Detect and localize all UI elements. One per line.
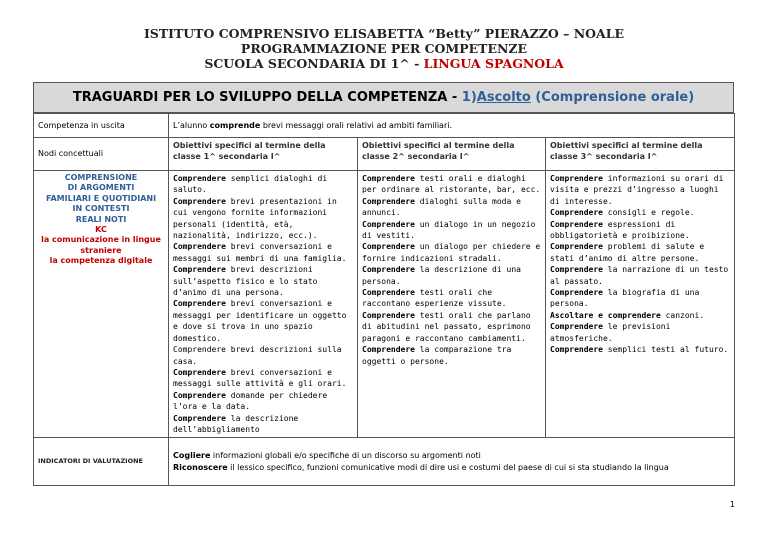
objective-text: informazioni su orari di visita e prezzi d’ingresso a luoghi di interesse. (550, 174, 724, 206)
objective-item (550, 220, 690, 240)
objective-text: brevi conversazioni e messaggi per identificare un oggetto e dove si trova in uno spazio domestico. (173, 299, 347, 343)
objective-item (173, 197, 337, 240)
banner-sub: (Comprensione orale) (530, 90, 695, 105)
objective-text: la descrizione dell’abbigliamento (173, 413, 299, 434)
competenza-label: Competenza in uscita (34, 114, 169, 138)
subject: LINGUA SPAGNOLA (423, 56, 564, 71)
objective-text: problemi di salute e stati d’animo di altre persone. (550, 242, 705, 263)
objective-verb: Comprendere (173, 390, 226, 400)
objective-item (362, 242, 540, 262)
objective-verb: Comprendere (362, 174, 415, 183)
objective-verb: Comprendere (173, 196, 226, 206)
objective-item (173, 414, 298, 434)
objective-item (550, 322, 670, 342)
objective-verb: Comprendere (550, 345, 603, 355)
nodi-label: Nodi concettuali (34, 138, 169, 171)
node-line: DI ARGOMENTI (67, 183, 135, 193)
objective-verb: Comprendere (362, 310, 415, 320)
indicatore-1-text: informazioni globali e/o specifiche di un discorso su argomenti noti (210, 451, 481, 461)
objective-text: un dialogo per chiedere e fornire indicazioni stradali. (362, 242, 541, 263)
objective-item (173, 174, 327, 194)
node-kc-digitale: la competenza digitale (49, 256, 153, 266)
objective-item (362, 288, 507, 308)
col1-cell (169, 171, 358, 438)
objective-text: espressioni di obbligatorietà e proibizione. (550, 219, 690, 241)
objective-item (362, 220, 535, 240)
objective-item (362, 311, 531, 343)
node-line: COMPRENSIONE (64, 173, 138, 182)
objective-item (173, 368, 346, 388)
objective-item (550, 265, 728, 285)
banner-ascolto: Ascolto (476, 90, 531, 105)
objective-text: domande per chiedere l’ora e la data. (173, 390, 328, 412)
objective-text: la biografia di una persona. (550, 288, 700, 309)
objective-verb: Comprendere (550, 242, 603, 252)
objective-item (173, 345, 342, 365)
objective-verb: Comprendere (362, 242, 415, 252)
objective-verb: Comprendere (550, 265, 603, 275)
col1-header: Obiettivi specifici al termine della classe 1^ secondaria I^ (169, 138, 358, 171)
indicatore-2-text: il lessico specifico, funzioni comunicative modi di dire usi e costumi del paese di cui si sta studiando la lingua (227, 462, 669, 472)
competenza-pre: L’alunno (173, 120, 210, 130)
objective-item (173, 242, 346, 262)
objective-verb: Comprendere (173, 367, 226, 377)
objective-verb: Comprendere (550, 288, 603, 298)
objective-item (362, 174, 540, 194)
objective-item (550, 208, 695, 217)
col2-cell (358, 171, 546, 438)
competenza-row (34, 114, 735, 138)
objective-verb: Comprendere (362, 265, 415, 275)
objective-item (550, 242, 704, 262)
objective-verb: Ascoltare e comprendere (550, 310, 661, 320)
objective-item (362, 345, 511, 365)
banner-number: 1) (461, 90, 477, 105)
objective-text: canzoni. (660, 310, 705, 320)
objective-item (173, 391, 327, 411)
objective-item (173, 265, 318, 297)
objective-verb: Comprendere (362, 196, 415, 206)
objective-item (550, 288, 699, 308)
objective-item (550, 345, 728, 354)
objective-text: testi orali che parlano di abitudini nel passato, esprimono paragoni e raccontano cambiamenti. (362, 310, 531, 343)
node-kc-lingue: la comunicazione in lingue straniere (41, 235, 161, 255)
objective-text: la descrizione di una persona. (362, 265, 521, 286)
objective-text: brevi conversazioni e messaggi sui membri di una famiglia. (173, 242, 347, 263)
node-line: IN CONTESTI (72, 204, 130, 214)
objective-verb: Comprendere (173, 413, 226, 423)
objective-text: le previsioni atmosferiche. (550, 322, 671, 343)
objective-verb: Comprendere (173, 299, 226, 309)
section-banner (33, 82, 734, 113)
objective-verb: Comprendere (550, 174, 603, 183)
objective-item (550, 311, 704, 320)
col2-header: Obiettivi specifici al termine della classe 2^ secondaria I^ (358, 138, 546, 171)
competence-table (33, 113, 735, 486)
node-line: FAMILIARI E QUOTIDIANI (45, 193, 157, 203)
objective-text: la comparazione tra oggetti o persone. (362, 345, 512, 366)
objective-text: brevi presentazioni in cui vengono fornite informazioni personali (identità, età, nazionalità, indirizzo, ecc.). (173, 196, 337, 241)
objective-item (362, 197, 521, 217)
indicatore-1 (173, 450, 730, 461)
competenza-text (169, 114, 735, 138)
node-kc: KC (95, 225, 107, 235)
col3-header: Obiettivi specifici al termine della classe 3^ secondaria I^ (546, 138, 735, 171)
nodes-cell (34, 171, 169, 438)
indicatore-2-verb: Riconoscere (173, 462, 228, 472)
document-header (0, 26, 768, 71)
objective-verb: Comprendere (362, 219, 415, 229)
school-level: SCUOLA SECONDARIA DI 1^ - (204, 56, 424, 71)
content-row (34, 171, 735, 438)
objective-verb: Comprendere (362, 288, 415, 298)
objective-text: Comprendere brevi descrizioni sulla casa. (173, 345, 342, 366)
objective-text: la narrazione di un testo al passato. (550, 265, 729, 286)
objective-text: un dialogo in un negozio di vestiti. (362, 219, 536, 241)
objective-item (362, 265, 521, 285)
objective-text: semplici testi al futuro. (602, 345, 729, 355)
objective-text: brevi conversazioni e messaggi sulle attività e gli orari. (173, 367, 347, 389)
objective-verb: Comprendere (173, 265, 226, 275)
nodi-row (34, 138, 735, 171)
indicatori-row (34, 438, 735, 486)
objective-text: testi orali e dialoghi per ordinare al ristorante, bar, ecc. (362, 174, 541, 195)
node-line: REALI NOTI (75, 214, 127, 224)
indicatori-text (169, 438, 735, 486)
competenza-verb: comprende (209, 120, 261, 130)
objective-verb: Comprendere (550, 208, 603, 218)
school-name: ISTITUTO COMPRENSIVO ELISABETTA “Betty” PIERAZZO – NOALE (143, 26, 625, 41)
objective-item (550, 174, 723, 206)
banner-title: TRAGUARDI PER LO SVILUPPO DELLA COMPETENZA - (72, 90, 462, 105)
indicatore-1-verb: Cogliere (173, 451, 211, 461)
objective-verb: Comprendere (550, 219, 603, 229)
competenza-post: brevi messaggi orali relativi ad ambiti familiari. (260, 120, 452, 130)
indicatore-2 (173, 462, 730, 473)
objective-item (173, 299, 346, 342)
objective-verb: Comprendere (173, 174, 226, 183)
objective-text: testi orali che raccontano esperienze vissute. (362, 288, 507, 309)
indicatori-label: INDICATORI DI VALUTAZIONE (34, 438, 169, 486)
objective-verb: Comprendere (173, 242, 226, 252)
objective-text: dialoghi sulla moda e annunci. (362, 196, 521, 218)
school-level-line (0, 56, 768, 71)
objective-text: semplici dialoghi di saluto. (173, 174, 328, 195)
col3-cell (546, 171, 735, 438)
objective-text: brevi descrizioni sull’aspetto fisico e lo stato d’animo di una persona. (173, 265, 318, 298)
page-number: 1 (729, 500, 735, 509)
programming-title: PROGRAMMAZIONE PER COMPETENZE (240, 41, 528, 56)
objective-verb: Comprendere (550, 322, 603, 332)
objective-text: consigli e regole. (602, 208, 695, 218)
objective-verb: Comprendere (362, 345, 415, 355)
